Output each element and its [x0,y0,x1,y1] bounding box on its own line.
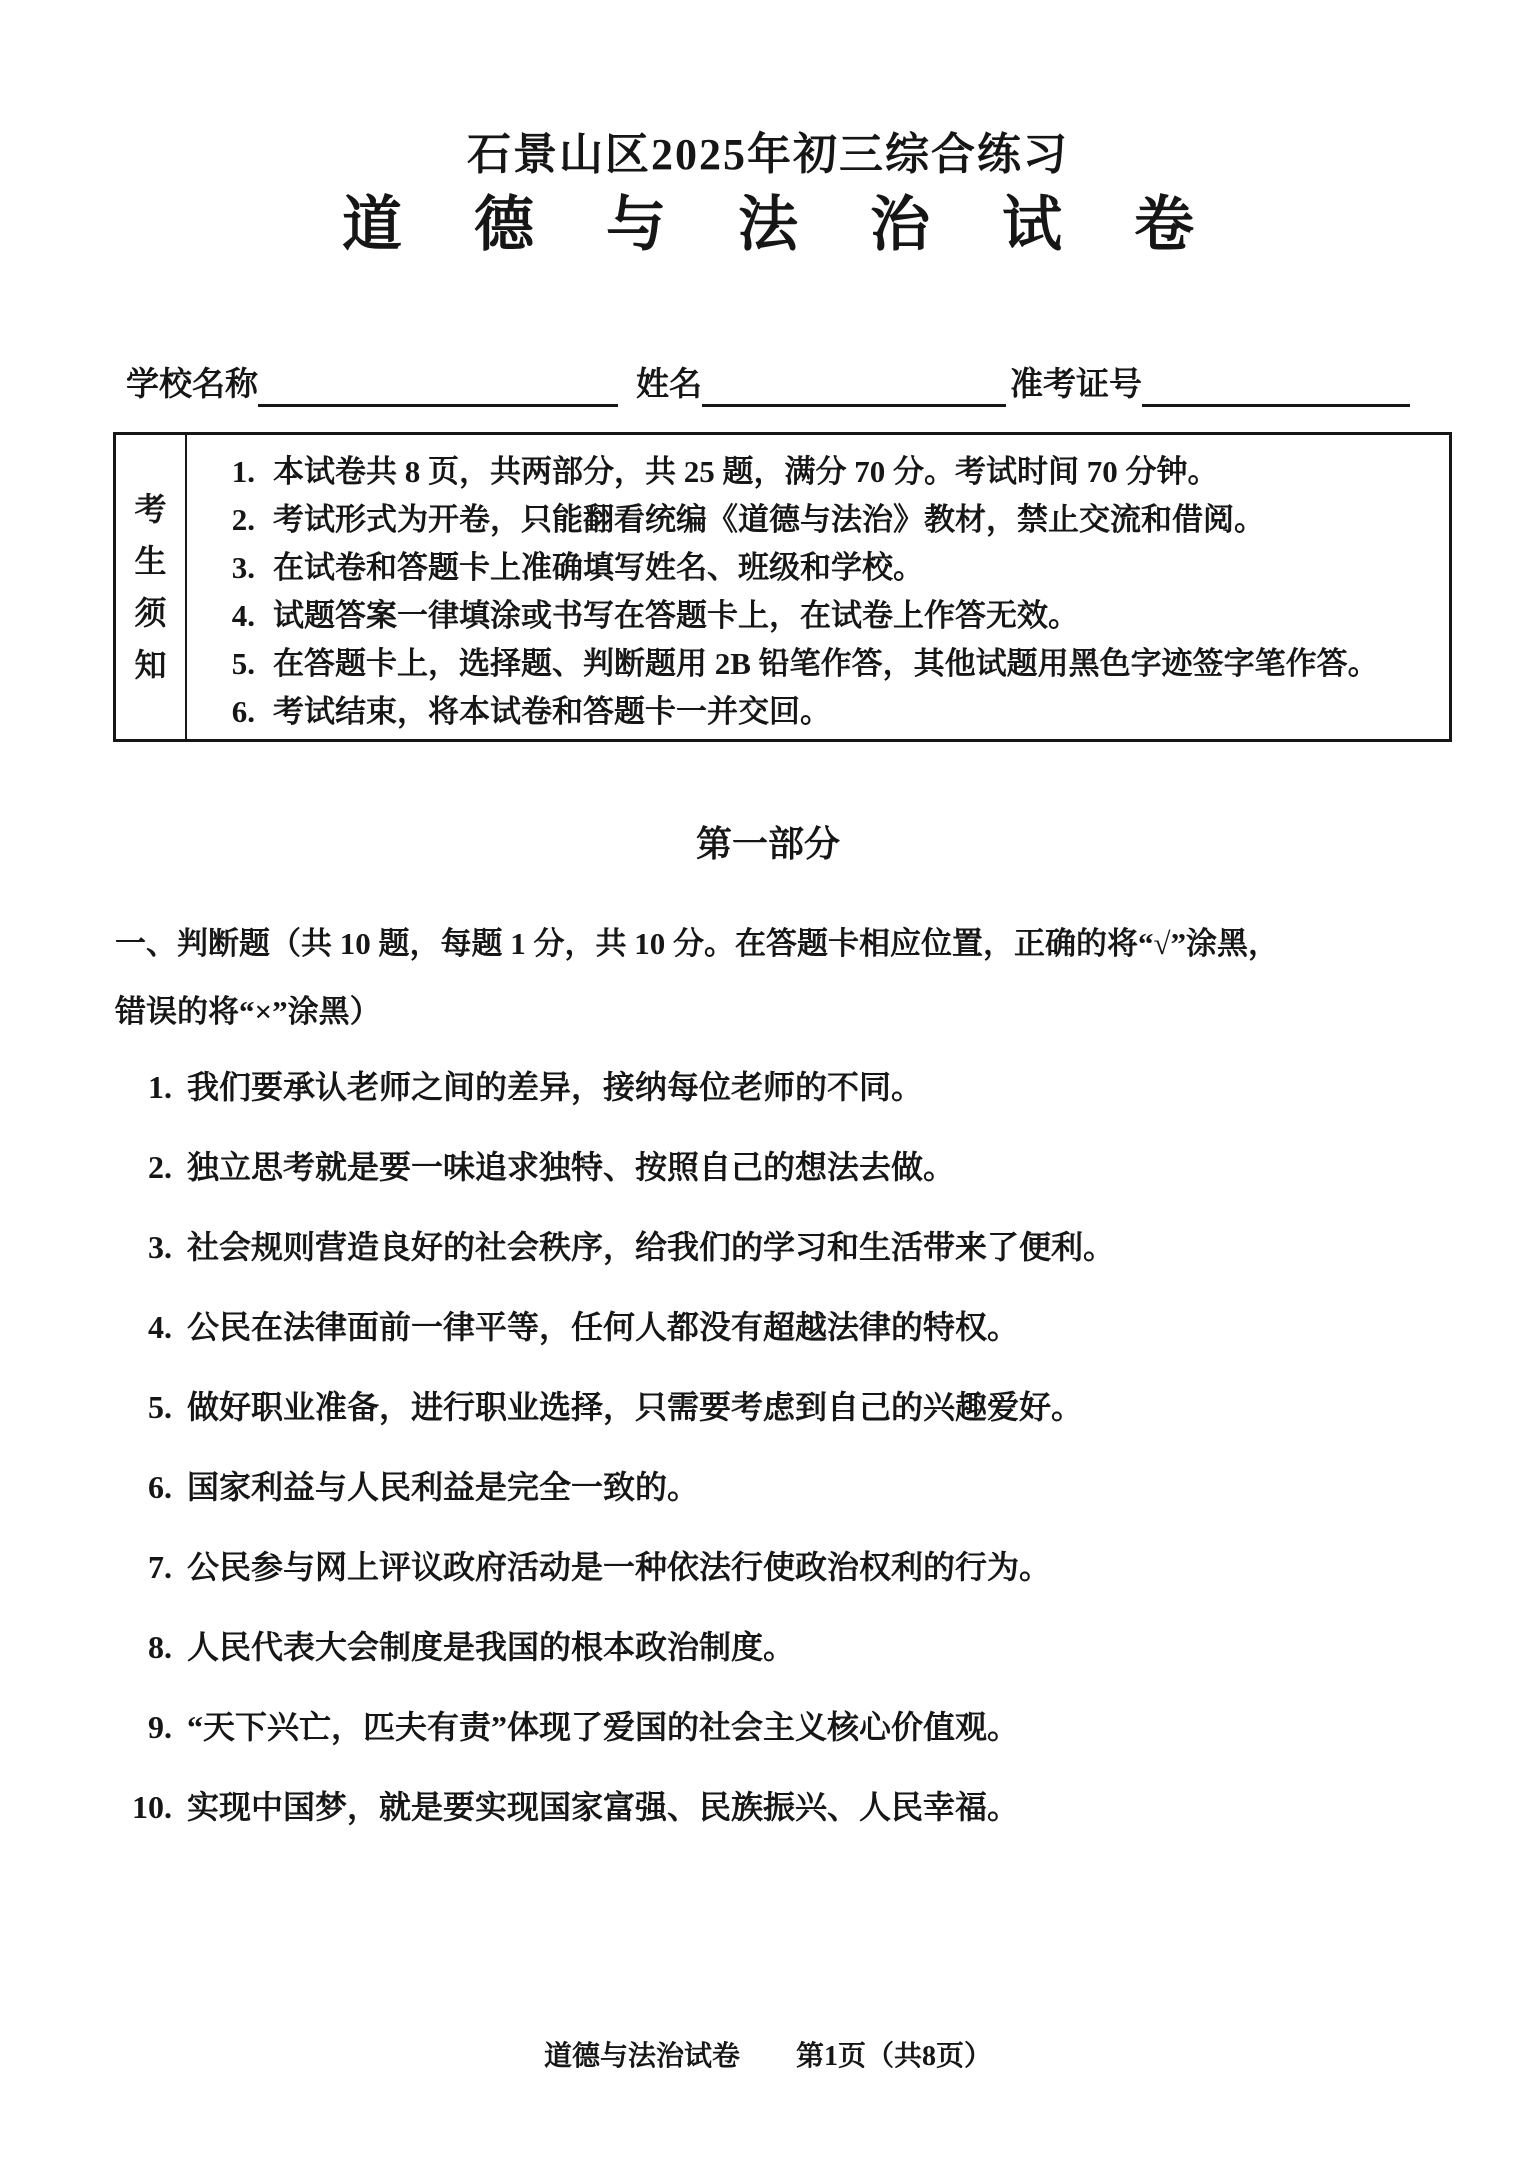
notice-side-char: 知 [134,647,167,683]
notice-item [223,592,1449,640]
notice-item-text: 考试结束，将本试卷和答题卡一并交回。 [273,694,831,729]
question-text: 实现中国梦，就是要实现国家富强、民族振兴、人民幸福。 [187,1789,1020,1825]
student-name-blank [702,362,1006,407]
notice-item [223,448,1449,496]
question-number: 1. [148,1069,172,1105]
question-number: 7. [148,1549,172,1585]
notice-item-text: 试题答案一律填涂或书写在答题卡上，在试卷上作答无效。 [273,598,1079,633]
notice-side-label [116,435,187,739]
section-one-header-line2: 错误的将“×”涂黑） [115,994,381,1029]
notice-side-char: 生 [134,543,167,579]
notice-item-number: 3. [231,550,255,585]
notice-item-number: 4. [231,598,255,633]
page-footer [0,2034,1536,2074]
question-text: 社会规则营造良好的社会秩序，给我们的学习和生活带来了便利。 [187,1229,1116,1265]
notice-item-number: 2. [231,502,255,537]
section-one-header-line1: 一、判断题（共 10 题，每题 1 分，共 10 分。在答题卡相应位置，正确的将“√”涂黑， [115,926,1280,961]
footer-page-indicator: 第1页（共8页） [796,2041,993,2072]
exam-session-title: 石景山区2025年初三综合练习 [467,130,1069,179]
question-number: 2. [148,1149,172,1185]
notice-item-text: 在答题卡上，选择题、判断题用 2B 铅笔作答，其他试题用黑色字迹签字笔作答。 [273,646,1379,681]
question-number: 3. [148,1229,172,1265]
question-row-6 [116,1466,1516,1508]
admission-number-label: 准考证号 [1010,367,1142,403]
question-number: 9. [148,1709,172,1745]
student-name-label: 姓名 [636,367,702,403]
question-text: 公民参与网上评议政府活动是一种依法行使政治权利的行为。 [187,1549,1052,1585]
question-number: 8. [148,1629,172,1665]
question-text: 我们要承认老师之间的差异，接纳每位老师的不同。 [187,1069,924,1105]
school-name-blank [258,362,618,407]
question-row-1 [116,1066,1516,1108]
question-row-2 [116,1146,1516,1188]
notice-item-number: 1. [231,454,255,489]
notice-item-number: 5. [231,646,255,681]
notice-item [223,640,1449,688]
notice-item-text: 考试形式为开卷，只能翻看统编《道德与法治》教材，禁止交流和借阅。 [273,502,1265,537]
question-text: 独立思考就是要一味追求独特、按照自己的想法去做。 [187,1149,956,1185]
footer-doc-title: 道德与法治试卷 [543,2041,740,2072]
notice-item [223,688,1449,736]
question-text: 做好职业准备，进行职业选择，只需要考虑到自己的兴趣爱好。 [187,1389,1084,1425]
question-number: 10. [132,1789,172,1825]
question-number: 6. [148,1469,172,1505]
notice-item-text: 在试卷和答题卡上准确填写姓名、班级和学校。 [273,550,924,585]
candidate-notice-box [113,432,1452,742]
school-name-label: 学校名称 [126,367,258,403]
candidate-info-row [126,362,1456,407]
part-one-heading: 第一部分 [695,824,840,864]
question-number: 5. [148,1389,172,1425]
question-row-7 [116,1546,1516,1588]
exam-subject-title [0,190,1536,260]
question-row-5 [116,1386,1516,1428]
question-text: 国家利益与人民利益是完全一致的。 [187,1469,700,1505]
question-number: 4. [148,1309,172,1345]
notice-side-char: 须 [134,595,167,631]
question-text: “天下兴亡，匹夫有责”体现了爱国的社会主义核心价值观。 [187,1709,1020,1745]
notice-item [223,544,1449,592]
notice-item-text: 本试卷共 8 页，共两部分，共 25 题，满分 70 分。考试时间 70 分钟。 [273,454,1219,489]
exam-subject-title-text: 道德与法治试卷 [342,192,1266,258]
question-text: 人民代表大会制度是我国的根本政治制度。 [187,1629,796,1665]
notice-item-list [187,435,1449,739]
notice-side-char: 考 [134,491,167,527]
notice-item [223,496,1449,544]
question-row-10 [116,1786,1516,1828]
question-row-8 [116,1626,1516,1668]
admission-number-blank [1142,362,1410,407]
question-row-4 [116,1306,1516,1348]
notice-item-number: 6. [231,694,255,729]
question-text: 公民在法律面前一律平等，任何人都没有超越法律的特权。 [187,1309,1020,1345]
question-row-3 [116,1226,1516,1268]
question-row-9 [116,1706,1516,1748]
